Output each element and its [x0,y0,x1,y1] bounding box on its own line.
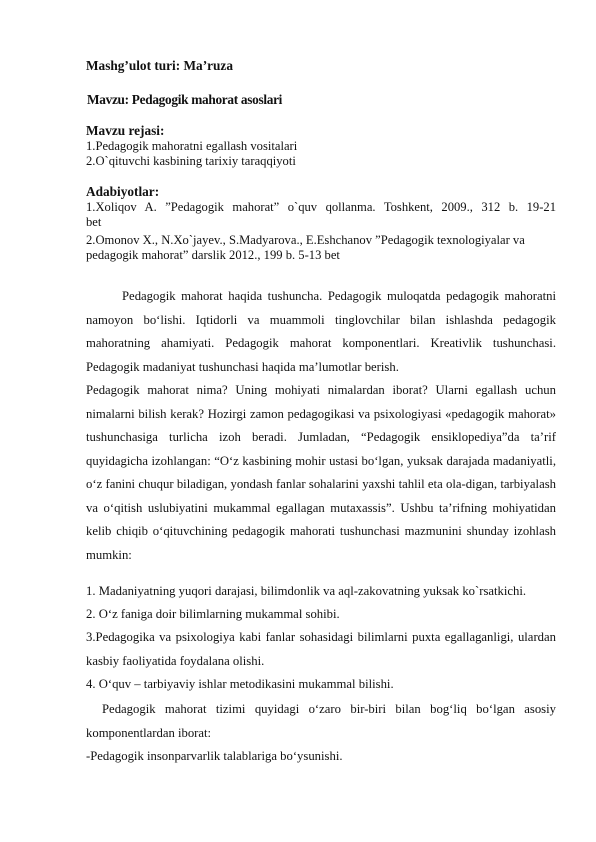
list-item: 3.Pedagogika va psixologiya kabi fanlar sohasidagi bilimlarni puxta egallaganligi, ulardan kasbiy faoliyatida foydalana olishi. [86,630,556,668]
components-intro: Pedagogik mahorat tizimi quyidagi o‘zaro bir-biri bilan bog‘liq bo‘lgan asosiy komponentlardan iborat: [86,702,556,740]
list-item: 1. Madaniyatning yuqori darajasi, bilimdonlik va aql-zakovatning yuksak ko`rsatkichi. [86,584,527,598]
topic-line: Mavzu: Pedagogik mahorat asoslari [87,92,283,107]
plan-item: 2.O`qituvchi kasbining tarixiy taraqqiyoti [86,154,296,168]
literature-line: 2.Omonov X., N.Xo`jayev., S.Madyarova., E.Eshchanov ”Pedagogik texnologiyalar va [86,233,525,247]
lesson-type-line: Mashg’ulot turi: Ma’ruza [86,58,233,73]
intro-paragraph: Pedagogik mahorat haqida tushuncha. Pedagogik muloqatda pedagogik mahoratni namoyon bo‘lishi. Iqtidorli va muammoli tinglovchilar bilan ishlashda pedagogik mahoratning ahamiyati. Pedagogik mahorat komponentlari. Kreativlik tushunchasi. Pedagogik madaniyat tushunchasi haqida ma’lumotlar berish. [86,289,556,374]
plan-title: Mavzu rejasi: [86,123,165,138]
literature-line: 1.Xoliqov A. ”Pedagogik mahorat” o`quv qollanma. Toshkent, 2009., 312 b. 19-21 [86,200,556,214]
component-item: -Pedagogik insonparvarlik talablariga bo‘ysunishi. [86,749,343,763]
literature-line: pedagogik mahorat” darslik 2012., 199 b. 5-13 bet [86,248,340,262]
plan-item: 1.Pedagogik mahoratni egallash vositalari [86,139,298,153]
definition-paragraph: Pedagogik mahorat nima? Uning mohiyati nimalardan iborat? Ularni egallash uchun nimalarni bilish kerak? Hozirgi zamon pedagogikasi va psixologiyasi «pedagogik mahorat» tushunchasiga turlicha izoh beradi. Jumladan, “Pedagogik ensiklopediya”da ta’rif quyidagicha izohlangan: “O‘z kasbining mohir ustasi bo‘lgan, yuksak darajada madaniyatli, o‘z fanini chuqur biladigan, yondash fanlar sohalarini yaxshi tahlil eta ola-digan, tarbiyalash va o‘qitish uslubiyatini mukammal egallagan mutaxassis”. Ushbu ta’rifning mohiyatidan kelib chiqib o‘qituvchining pedagogik mahorati tushunchasi mazmunini shunday izohlash mumkin: [86,383,556,562]
literature-title: Adabiyotlar: [86,184,160,199]
literature-line: bet [86,215,102,229]
list-item: 4. O‘quv – tarbiyaviy ishlar metodikasini mukammal bilishi. [86,677,394,691]
list-item: 2. O‘z faniga doir bilimlarning mukammal sohibi. [86,607,340,621]
